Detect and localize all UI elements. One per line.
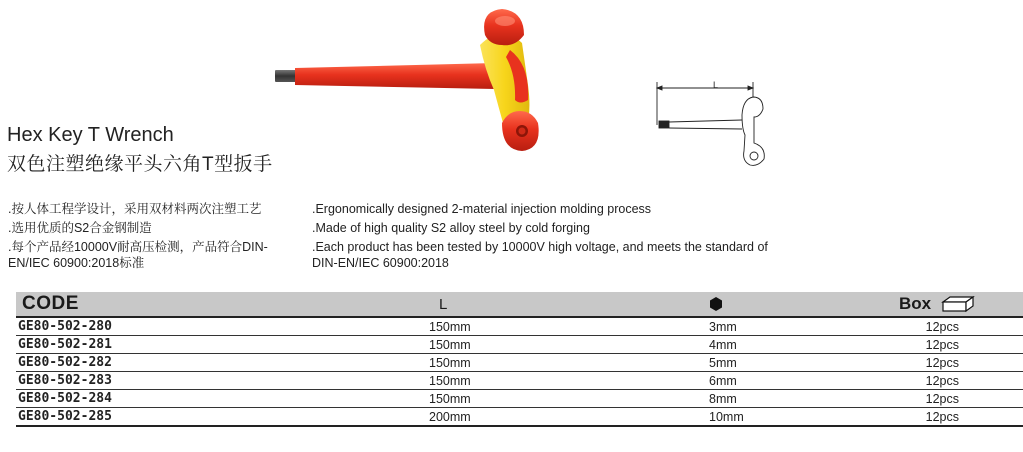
spec-table bbox=[16, 292, 1023, 427]
cell-length: 150mm bbox=[212, 372, 709, 390]
dimension-drawing bbox=[650, 75, 775, 180]
cell-length: 150mm bbox=[212, 317, 709, 336]
cell-box: 12pcs bbox=[899, 336, 1023, 354]
cell-hex: 4mm bbox=[709, 336, 899, 354]
header-hex bbox=[709, 292, 899, 317]
feature-cn-item: EN/IEC 60900:2018标准 bbox=[8, 256, 145, 270]
cell-code: GE80-502-280 bbox=[16, 317, 212, 336]
cell-code: GE80-502-283 bbox=[16, 372, 212, 390]
table-row bbox=[16, 390, 1023, 408]
table-row bbox=[16, 372, 1023, 390]
cell-code: GE80-502-284 bbox=[16, 390, 212, 408]
cell-box: 12pcs bbox=[899, 354, 1023, 372]
cell-code: GE80-502-281 bbox=[16, 336, 212, 354]
header-box bbox=[899, 292, 1023, 317]
header-box-label: Box bbox=[899, 294, 932, 314]
feature-en-item: .Ergonomically designed 2-material injection molding process bbox=[312, 202, 652, 216]
features-en bbox=[312, 201, 797, 274]
feature-cn-item: .按人体工程学设计，采用双材料两次注塑工艺 bbox=[8, 202, 262, 216]
cell-hex: 5mm bbox=[709, 354, 899, 372]
cell-hex: 3mm bbox=[709, 317, 899, 336]
cell-length: 200mm bbox=[212, 408, 709, 427]
product-title-en: Hex Key T Wrench bbox=[7, 124, 174, 146]
table-row bbox=[16, 408, 1023, 427]
product-title-cn: 双色注塑绝缘平头六角T型扳手 bbox=[7, 154, 273, 175]
cell-length: 150mm bbox=[212, 336, 709, 354]
cell-hex: 8mm bbox=[709, 390, 899, 408]
feature-cn-item: .每个产品经10000V耐高压检测，产品符合DIN- bbox=[8, 240, 268, 254]
product-illustration bbox=[270, 5, 570, 155]
header-code: CODE bbox=[16, 292, 212, 317]
cell-box: 12pcs bbox=[899, 372, 1023, 390]
cell-length: 150mm bbox=[212, 354, 709, 372]
hex-icon bbox=[709, 297, 723, 311]
table-row bbox=[16, 336, 1023, 354]
cell-code: GE80-502-285 bbox=[16, 408, 212, 427]
feature-en-item: .Made of high quality S2 alloy steel by cold forging bbox=[312, 221, 590, 235]
feature-cn-item: .选用优质的S2合金钢制造 bbox=[8, 221, 152, 235]
cell-code: GE80-502-282 bbox=[16, 354, 212, 372]
header-length: L bbox=[212, 292, 709, 317]
table-row bbox=[16, 354, 1023, 372]
cell-length: 150mm bbox=[212, 390, 709, 408]
feature-en-item: .Each product has been tested by 10000V high voltage, and meets the standard of bbox=[312, 240, 768, 254]
cell-box: 12pcs bbox=[899, 408, 1023, 427]
table-header-row bbox=[16, 292, 1023, 317]
feature-en-item: DIN-EN/IEC 60900:2018 bbox=[312, 256, 449, 270]
cell-hex: 6mm bbox=[709, 372, 899, 390]
cell-box: 12pcs bbox=[899, 390, 1023, 408]
cell-hex: 10mm bbox=[709, 408, 899, 427]
cell-box: 12pcs bbox=[899, 317, 1023, 336]
table-row bbox=[16, 317, 1023, 336]
box-icon bbox=[942, 296, 974, 312]
features-cn bbox=[8, 201, 298, 274]
dimension-label: L bbox=[713, 80, 719, 90]
